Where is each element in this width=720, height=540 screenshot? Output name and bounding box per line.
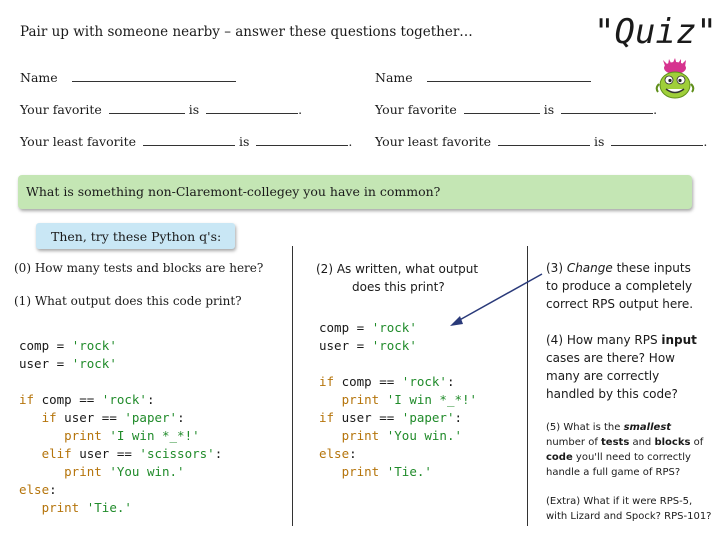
code-line: if comp == 'rock': <box>319 374 455 389</box>
least-favorite-line-right <box>375 134 707 149</box>
least-favorite-value-blank[interactable] <box>611 135 703 146</box>
common-question-banner <box>18 175 692 209</box>
code-line: else: <box>319 446 357 461</box>
question-5: (5) What is the smallest number of tests and blocks of code you'll need to correctly handle a full game of RPS? <box>546 422 704 478</box>
least-favorite-label: Your least favorite <box>375 134 492 149</box>
code-line: print 'I win *_*!' <box>341 392 478 407</box>
least-favorite-thing-blank[interactable] <box>143 135 235 146</box>
favorite-line-right <box>375 102 657 117</box>
code-line: print 'I win *_*!' <box>64 428 200 443</box>
favorite-value-blank[interactable] <box>206 103 298 114</box>
is-word: is <box>593 134 605 149</box>
period: . <box>703 134 708 149</box>
code-line: if user == 'paper': <box>41 410 185 425</box>
code-line: comp = 'rock' <box>19 338 117 353</box>
favorite-label: Your favorite <box>20 102 102 117</box>
is-word: is <box>543 102 555 117</box>
favorite-label: Your favorite <box>375 102 457 117</box>
question-2: (2) As written, what output does this print? <box>316 262 479 294</box>
question-3: (3) Change these inputs to produce a completely correct RPS output here. <box>546 261 694 311</box>
least-favorite-label: Your least favorite <box>20 134 137 149</box>
favorite-thing-blank[interactable] <box>464 103 540 114</box>
name-line-right <box>375 70 591 85</box>
code-line: elif user == 'scissors': <box>41 446 223 461</box>
question-1: (1) What output does this code print? <box>14 294 242 308</box>
is-word: is <box>188 102 200 117</box>
name-line-left <box>20 70 236 85</box>
green-mascot-icon <box>655 58 695 102</box>
code-line: user = 'rock' <box>19 356 117 371</box>
arrow-icon <box>446 270 546 330</box>
favorite-thing-blank[interactable] <box>109 103 185 114</box>
code-line: print 'You win.' <box>341 428 463 443</box>
period: . <box>653 102 658 117</box>
code-line: if comp == 'rock': <box>19 392 155 407</box>
quiz-title: "Quiz" <box>594 12 717 52</box>
code-line: else: <box>19 482 57 497</box>
code-line: user = 'rock' <box>319 338 417 353</box>
python-badge-label: Then, try these Python q's: <box>51 229 222 244</box>
least-favorite-line-left <box>20 134 352 149</box>
name-label: Name <box>20 70 58 85</box>
code-line: print 'Tie.' <box>41 500 132 515</box>
least-favorite-thing-blank[interactable] <box>498 135 590 146</box>
code-block-1 <box>19 337 222 517</box>
python-questions-badge <box>36 223 235 249</box>
question-0: (0) How many tests and blocks are here? <box>14 261 264 275</box>
code-line: if user == 'paper': <box>319 410 463 425</box>
code-line: comp = 'rock' <box>319 320 417 335</box>
header-instruction: Pair up with someone nearby – answer these questions together… <box>20 24 473 40</box>
column-divider-left <box>292 246 293 526</box>
code-block-2 <box>319 319 477 481</box>
banner-question: What is something non-Claremont-collegey you have in common? <box>26 184 441 199</box>
period: . <box>348 134 353 149</box>
name-blank[interactable] <box>72 71 236 82</box>
question-4: (4) How many RPS input cases are there? How many are correctly handled by this code? <box>546 333 697 401</box>
favorite-line-left <box>20 102 302 117</box>
favorite-value-blank[interactable] <box>561 103 653 114</box>
name-label: Name <box>375 70 413 85</box>
name-blank[interactable] <box>427 71 591 82</box>
extra-question: (Extra) What if it were RPS-5, with Lizard and Spock? RPS-101? <box>546 496 712 522</box>
code-line: print 'You win.' <box>64 464 185 479</box>
code-line: print 'Tie.' <box>341 464 432 479</box>
least-favorite-value-blank[interactable] <box>256 135 348 146</box>
is-word: is <box>238 134 250 149</box>
period: . <box>298 102 303 117</box>
